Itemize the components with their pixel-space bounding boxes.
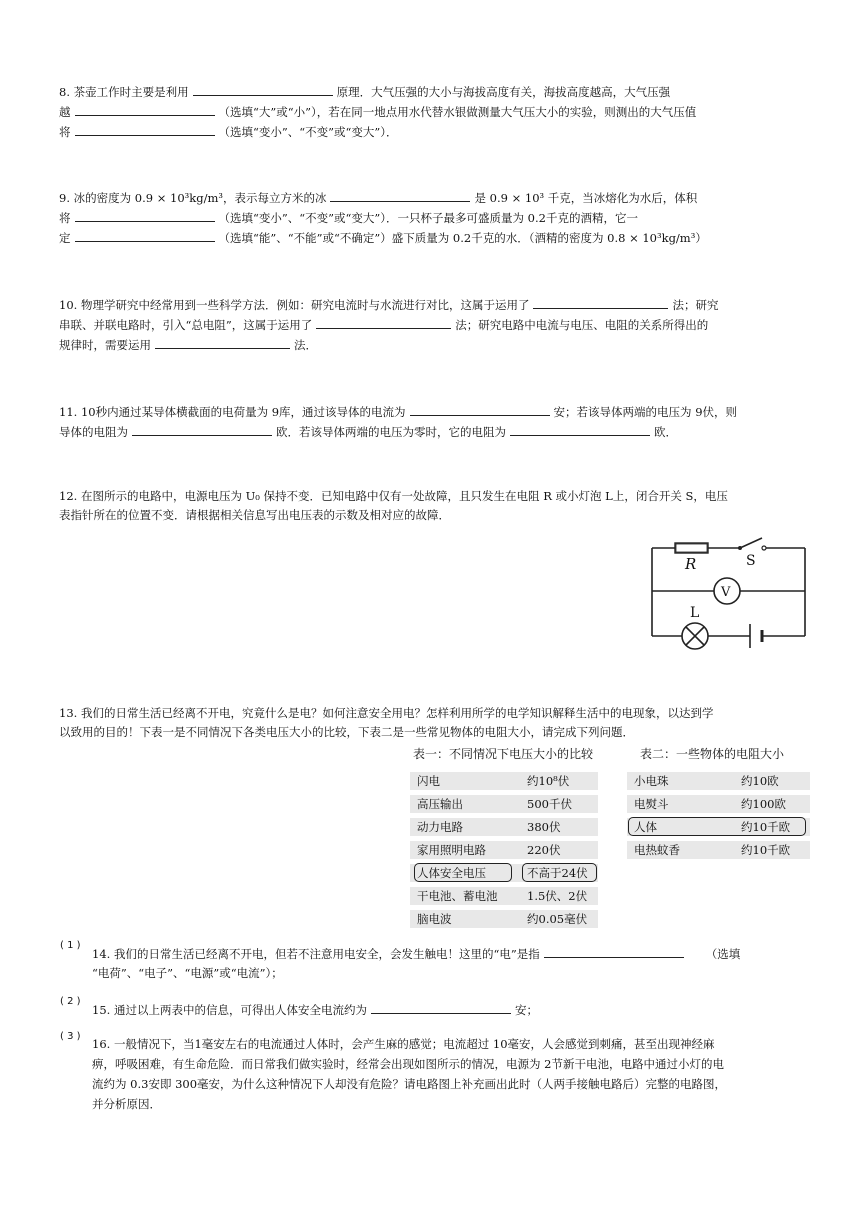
question-13: [59, 704, 811, 742]
table-row: 脑电波 约0.05毫伏: [410, 910, 598, 928]
table2-title: 表二：一些物体的电阻大小: [640, 747, 785, 761]
q16-line4: 并分析原因．: [92, 1097, 161, 1111]
switch-blade: [740, 538, 762, 548]
q9-blank-3[interactable]: [75, 228, 215, 242]
question-16: [92, 1034, 812, 1114]
table-row: 小电珠 约10欧: [627, 772, 810, 790]
question-14: [92, 944, 812, 983]
q16-line2: 痹，呼吸困难，有生命危险．而日常我们做实验时，经常会出现如图所示的情况，电源为 2节新干电池，电路中通过小灯的电: [92, 1057, 724, 1071]
q10-line3: 规律时，需要运用 法．: [59, 335, 811, 355]
q11-blank-3[interactable]: [510, 422, 650, 436]
table-row: 动力电路 380伏: [410, 818, 598, 836]
q11-line2: 导体的电阻为 欧．若该导体两端的电压为零时，它的电阻为 欧．: [59, 422, 811, 442]
sub-tag-1: ( 1 ): [60, 940, 81, 951]
q10-line2: 串联、并联电路时，引入“总电阻”，这属于运用了 法；研究电路中电流与电压、电阻的关系所得出的: [59, 315, 811, 335]
table-row: 电热蚊香 约10千欧: [627, 841, 810, 859]
highlight-safe-voltage-value: [522, 863, 597, 882]
question-15: [92, 1000, 812, 1020]
sub-tag-3: ( 3 ): [60, 1031, 81, 1042]
q14-line1: 14. 我们的日常生活已经离不开电，但若不注意用电安全，会发生触电！这里的“电”是指 （选填: [92, 944, 812, 964]
table-row: 闪电 约10⁸伏: [410, 772, 598, 790]
question-10: [59, 295, 811, 355]
label-s: S: [746, 553, 756, 569]
q8-blank-2[interactable]: [75, 102, 215, 116]
table-row: 干电池、蓄电池 1.5伏、2伏: [410, 887, 598, 905]
q11-line1: 11. 10秒内通过某导体横截面的电荷量为 9库，通过该导体的电流为 安；若该导体两端的电压为 9伏，则: [59, 402, 811, 422]
q14-line2: “电荷”、“电子”、“电源”或“电流”）；: [92, 966, 283, 980]
q8-line1: 8. 茶壶工作时主要是利用 原理．大气压强的大小与海拔高度有关，海拔高度越高，大气压强: [59, 82, 811, 102]
table-row: 家用照明电路 220伏: [410, 841, 598, 859]
q9-blank-1[interactable]: [330, 188, 470, 202]
label-l: L: [690, 605, 700, 621]
table-row: 电熨斗 约100欧: [627, 795, 810, 813]
q11-blank-1[interactable]: [410, 402, 550, 416]
circuit-diagram: [640, 532, 815, 657]
q15-line1: 15. 通过以上两表中的信息，可得出人体安全电流约为 安；: [92, 1000, 812, 1020]
table-row: 高压输出 500千伏: [410, 795, 598, 813]
q15-blank-1[interactable]: [371, 1000, 511, 1014]
q9-line1: 9. 冰的密度为 0.9 × 10³kg/m³，表示每立方米的冰 是 0.9 × 10³ 千克，当冰熔化为水后，体积: [59, 188, 811, 208]
q9-blank-2[interactable]: [75, 208, 215, 222]
q13-line2: 以致用的目的！下表一是不同情况下各类电压大小的比较，下表二是一些常见物体的电阻大小，请完成下列问题．: [59, 725, 634, 739]
q8-blank-3[interactable]: [75, 122, 215, 136]
table1-title: 表一：不同情况下电压大小的比较: [413, 747, 594, 761]
q16-line1: 16. 一般情况下，当1毫安左右的电流通过人体时，会产生麻的感觉；电流超过 10毫安，人会感觉到刺痛，甚至出现神经麻: [92, 1037, 715, 1051]
q14-blank-1[interactable]: [544, 944, 684, 958]
q8-line3: 将 （选填“变小”、“不变”或“变大”）．: [59, 122, 811, 142]
q9-line3: 定 （选填“能”、“不能”或“不确定”）盛下质量为 0.2千克的水．（酒精的密度为 0.8 × 10³kg/m³）: [59, 228, 811, 248]
sub-tag-2: ( 2 ): [60, 996, 81, 1007]
q16-line3: 流约为 0.3安即 300毫安，为什么这种情况下人却没有危险？请电路图上补充画出此时（人两手接触电路后）完整的电路图，: [92, 1077, 727, 1091]
highlight-human-body-row: [628, 817, 806, 836]
q9-line2: 将 （选填“变小”、“不变”或“变大”）．一只杯子最多可盛质量为 0.2千克的酒精，它一: [59, 208, 811, 228]
question-9: [59, 188, 811, 248]
q12-line2: 表指针所在的位置不变．请根据相关信息写出电压表的示数及相对应的故障．: [59, 508, 450, 522]
q13-line1: 13. 我们的日常生活已经离不开电，究竟什么是电？如何注意安全用电？怎样利用所学的电学知识解释生活中的电现象，以达到学: [59, 706, 714, 720]
q11-blank-2[interactable]: [132, 422, 272, 436]
q10-blank-1[interactable]: [533, 295, 668, 309]
label-r: R: [685, 555, 697, 573]
q8-line2: 越 （选填“大”或“小”），若在同一地点用水代替水银做测量大气压大小的实验，则测出的大气压值: [59, 102, 811, 122]
table-row: 人体安全电压 不高于24伏: [410, 864, 598, 882]
question-12: [59, 487, 811, 525]
table-row: 人体 约10千欧: [627, 818, 810, 836]
q10-blank-3[interactable]: [155, 335, 290, 349]
question-8: [59, 82, 811, 142]
q10-blank-2[interactable]: [316, 315, 451, 329]
q8-blank-1[interactable]: [193, 82, 333, 96]
q12-line1: 12. 在图所示的电路中，电源电压为 U₀ 保持不变．已知电路中仅有一处故障，且只发生在电阻 R 或小灯泡 L上，闭合开关 S，电压: [59, 489, 728, 503]
highlight-safe-voltage-label: [414, 863, 512, 882]
question-11: [59, 402, 811, 442]
q10-line1: 10. 物理学研究中经常用到一些科学方法．例如：研究电流时与水流进行对比，这属于运用了 法；研究: [59, 295, 811, 315]
label-v: V: [721, 585, 731, 600]
